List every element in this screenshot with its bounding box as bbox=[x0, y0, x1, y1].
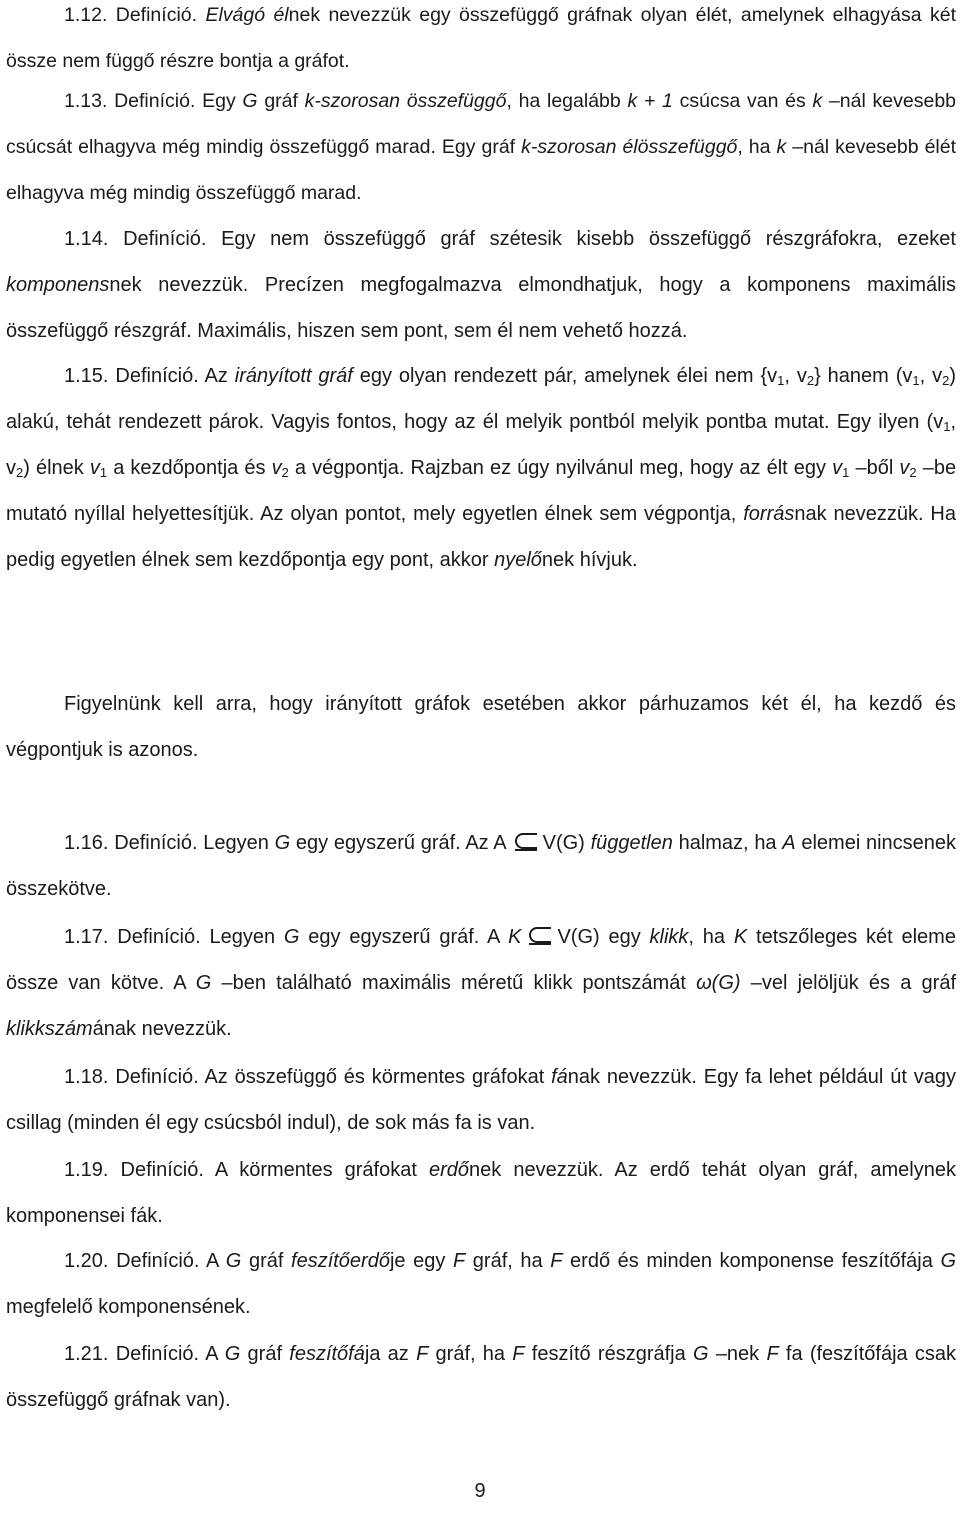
subset-symbol-icon bbox=[527, 927, 549, 945]
definition-number: 1.13. Definíció. bbox=[64, 90, 196, 112]
definition-1-21: 1.21. Definíció. A G gráf feszítőfája az F gráf, ha F feszítő részgráfja G –nek F fa (feszítőfája csak összefüggő gráfnak van). bbox=[6, 1343, 957, 1411]
definition-number: 1.18. Definíció. bbox=[64, 1066, 199, 1088]
page-number: 9 bbox=[474, 1480, 486, 1502]
definition-number: 1.12. Definíció. bbox=[64, 4, 198, 26]
definition-1-12: 1.12. Definíció. Elvágó élnek nevezzük egy összefüggő gráfnak olyan élét, amelynek elhagyása két össze nem függő részre bontja a gráfot. bbox=[6, 4, 956, 72]
subset-symbol-icon bbox=[513, 833, 535, 851]
definition-number: 1.17. Definíció. bbox=[64, 926, 201, 948]
definition-1-13: 1.13. Definíció. Egy G gráf k-szorosan összefüggő, ha legalább k + 1 csúcsa van és k –nál kevesebb csúcsát elhagyva még mindig összefüggő marad. Egy gráf k-szorosan élösszefüggő, ha k –nál kevesebb élét elhagyva még mindig összefüggő marad. bbox=[6, 90, 957, 204]
definition-1-15: 1.15. Definíció. Az irányított gráf egy olyan rendezett pár, amelynek élei nem {$v_1$, $v_2$} hanem ($v_1$, $v_2$) alakú, tehát rendezett párok. Vagyis fontos, hogy az él melyik pontból melyik pontba mutat. Egy ilyen ($v_1$, $v_2$) élnek $v_1$ a kezdőpontja és $v_2$ a végpontja. Rajzban ez úgy nyilvánul meg, hogy az élt egy $v_1$ –ből $v_2$ –be mutató nyíllal helyettesítjük. Az olyan pontot, mely egyetlen élnek sem végpontja, forrásnak nevezzük. Ha pedig egyetlen élnek sem kezdőpontja egy pont, akkor nyelőnek hívjuk. bbox=[6, 365, 957, 571]
definition-1-20: 1.20. Definíció. A G gráf feszítőerdője egy F gráf, ha F erdő és minden komponense feszítőfája G megfelelő komponensének. bbox=[6, 1250, 956, 1318]
note-paragraph: Figyelnünk kell arra, hogy irányított gráfok esetében akkor párhuzamos két él, ha kezdő és végpontjuk is azonos. bbox=[6, 693, 956, 761]
definition-number: 1.20. Definíció. bbox=[64, 1250, 200, 1272]
definition-1-18: 1.18. Definíció. Az összefüggő és körmentes gráfokat fának nevezzük. Egy fa lehet például út vagy csillag (minden él egy csúcsból indul), de sok más fa is van. bbox=[6, 1066, 956, 1134]
definition-number: 1.19. Definíció. bbox=[64, 1159, 204, 1181]
definition-number: 1.16. Definíció. bbox=[64, 832, 198, 854]
definition-1-14: 1.14. Definíció. Egy nem összefüggő gráf szétesik kisebb összefüggő részgráfokra, ezeket komponensnek nevezzük. Precízen megfogalmazva elmondhatjuk, hogy a komponens maximális összefüggő részgráf. Maximális, hiszen sem pont, sem él nem vehető hozzá. bbox=[6, 228, 956, 342]
definition-1-19: 1.19. Definíció. A körmentes gráfokat erdőnek nevezzük. Az erdő tehát olyan gráf, amelynek komponensei fák. bbox=[6, 1159, 956, 1227]
definition-1-17: 1.17. Definíció. Legyen G egy egyszerű gráf. A K V(G) egy klikk, ha K tetszőleges két eleme össze van kötve. A G –ben található maximális méretű klikk pontszámát ω(G) –vel jelöljük és a gráf klikkszámának nevezzük. bbox=[6, 926, 956, 1040]
definition-1-16: 1.16. Definíció. Legyen G egy egyszerű gráf. Az A V(G) független halmaz, ha A elemei nincsenek összekötve. bbox=[6, 832, 957, 900]
definition-number: 1.21. Definíció. bbox=[64, 1343, 200, 1365]
definition-number: 1.15. Definíció. bbox=[64, 365, 199, 387]
definition-number: 1.14. Definíció. bbox=[64, 228, 207, 250]
